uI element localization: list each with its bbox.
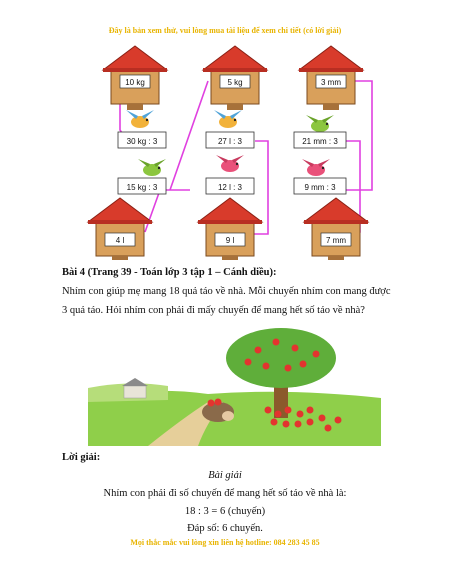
bird-icon [214,110,242,128]
bird-icon [216,155,244,172]
card-label: 21 mm : 3 [302,137,338,146]
card-label: 15 kg : 3 [126,183,158,192]
house-label: 7 mm [326,236,346,245]
exercise-heading: Bài 4 (Trang 39 - Toán lớp 3 tập 1 – Cánh diều): [62,267,277,278]
preview-banner: Đây là bản xem thử, vui lòng mua tài liệu để xem chi tiết (có lời giải) [108,26,342,35]
house-3mm [299,46,363,110]
problem-text: Nhím con giúp mẹ mang 18 quả táo về nhà. Mỗi chuyến nhím con mang được 3 quả táo. Hỏi nhím con phải đi mấy chuyến để mang hết số táo về nhà? [62,286,391,316]
hedgehog-scene-illustration [88,328,381,446]
card-label: 30 kg : 3 [126,137,158,146]
solution-answer: Đáp số: 6 chuyến. [187,523,263,534]
house-label: 9 l [225,236,235,245]
house-label: 5 kg [227,78,243,87]
card [118,178,166,194]
bird-icon [302,159,330,176]
card-label: 9 mm : 3 [304,183,336,192]
card [294,132,346,148]
solution-line: Nhím con phải đi số chuyến để mang hết số táo về nhà là: [103,488,347,499]
house-9l [198,198,262,260]
card [294,178,346,194]
solution-calculation: 18 : 3 = 6 (chuyến) [184,506,266,517]
house-label: 10 kg [125,78,145,87]
bird-icon [126,110,154,128]
house-10kg [103,46,167,110]
house-7mm [304,198,368,260]
bird-icon [138,159,166,176]
card [118,132,166,148]
solution-label: Bài giải [208,470,242,481]
solution-title: Lời giải: [62,452,101,463]
matching-puzzle [0,0,450,260]
card-label: 12 l : 3 [217,183,243,192]
card [206,178,254,194]
house-4l [88,198,152,260]
card-label: 27 l : 3 [217,137,243,146]
house-label: 4 l [115,236,125,245]
hotline-banner: Mọi thắc mắc vui lòng xin liên hệ hotline: 084 283 45 85 [130,538,320,547]
house-5kg [203,46,267,110]
bird-icon [306,115,334,132]
house-label: 3 mm [321,78,341,87]
card [206,132,254,148]
